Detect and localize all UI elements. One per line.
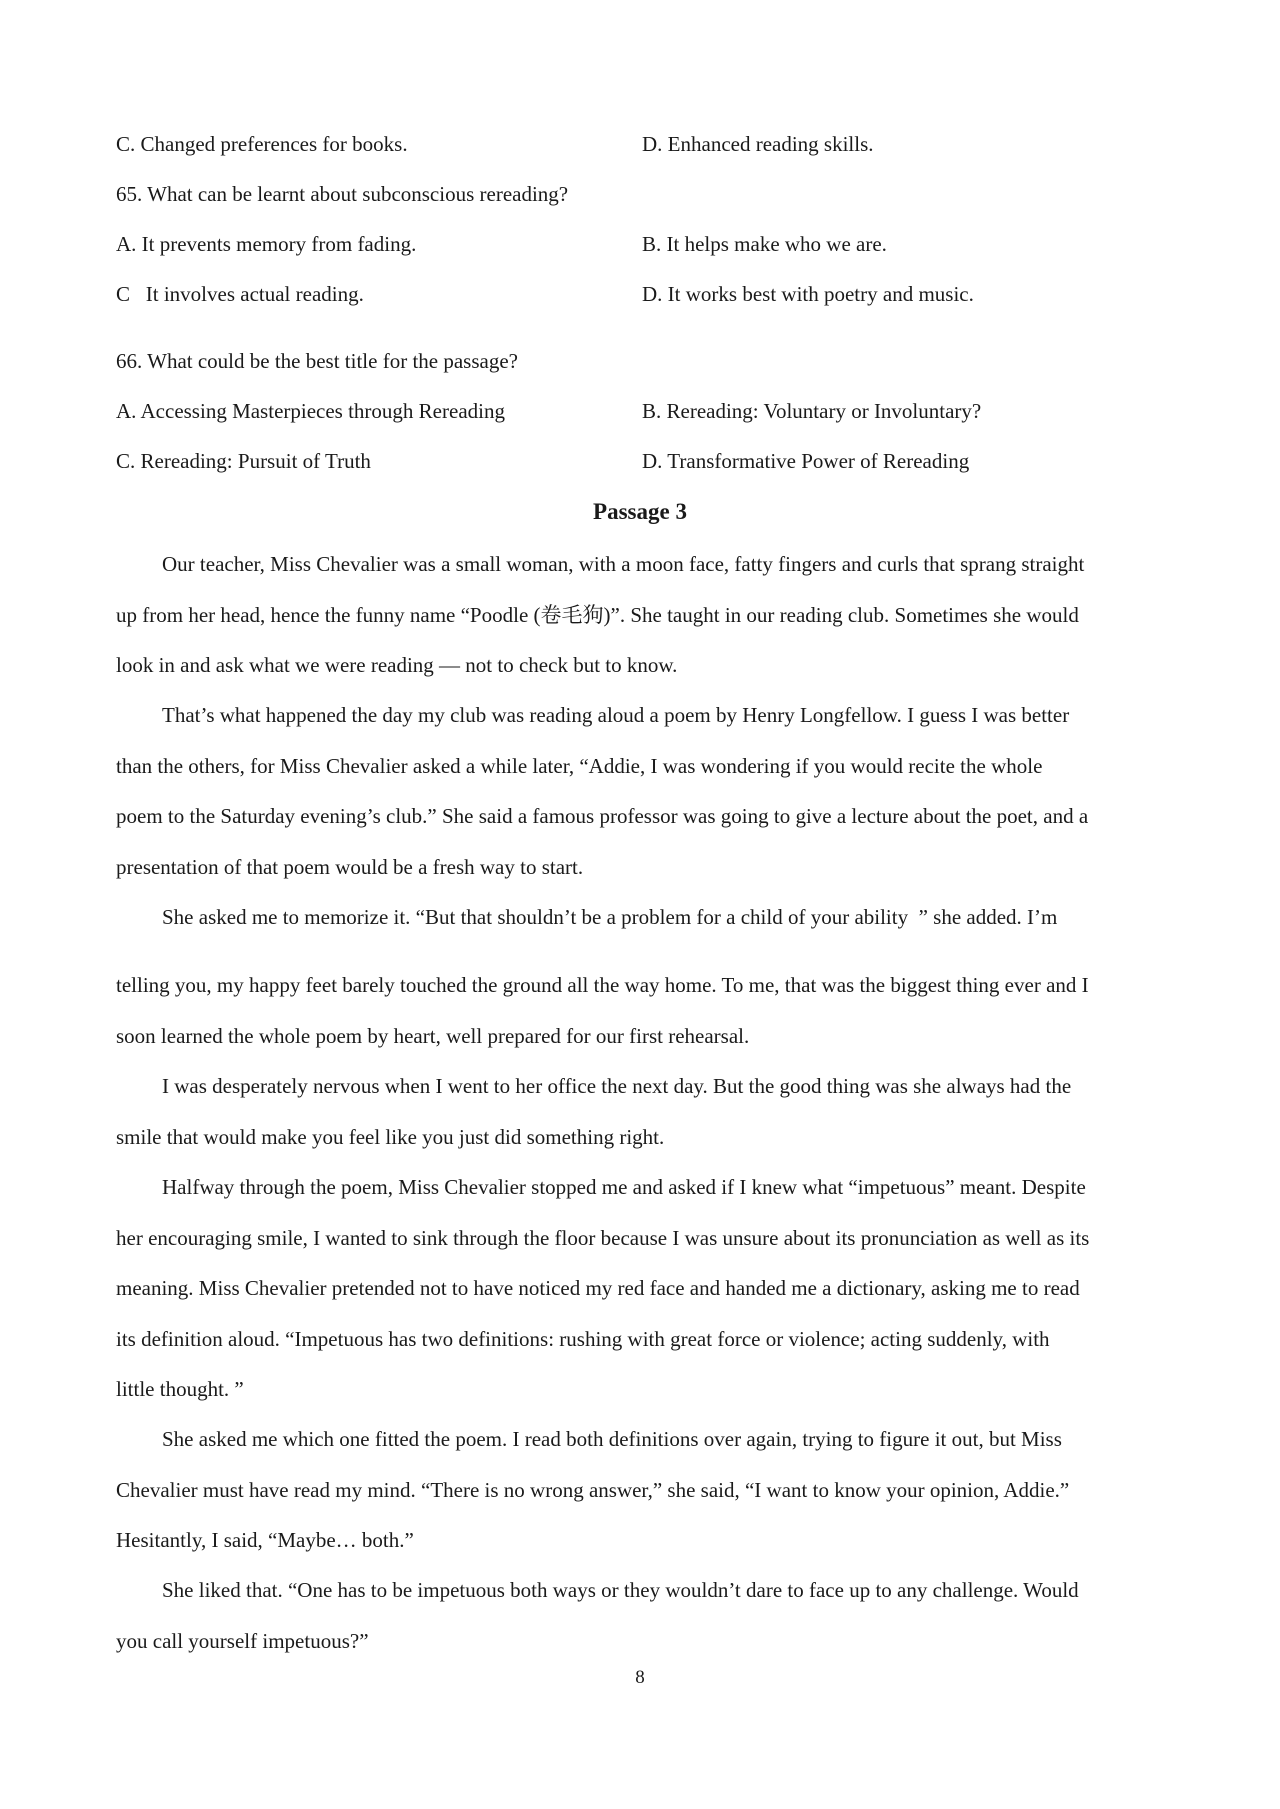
passage-line: She asked me which one fitted the poem. I read both definitions over again, trying to figure it out, but Miss [162,1427,1062,1451]
passage-line: soon learned the whole poem by heart, well prepared for our first rehearsal. [116,1023,750,1048]
passage-paragraph [116,1061,1171,1162]
passage-line: Our teacher, Miss Chevalier was a small woman, with a moon face, fatty fingers and curls that sprang straight [162,552,1085,576]
q64-options-row [116,129,1176,159]
q65-option-c: C It involves actual reading. [116,282,364,306]
passage-line: Hesitantly, I said, “Maybe… both.” [116,1528,414,1552]
q66-option-b: B. Rereading: Voluntary or Involuntary? [642,399,982,423]
passage-paragraph [116,1565,1171,1666]
passage-line: Halfway through the poem, Miss Chevalier stopped me and asked if I knew what “impetuous” meant. Despite [162,1175,1086,1199]
passage-line: little thought. ” [116,1377,244,1401]
passage-line: its definition aloud. “Impetuous has two definitions: rushing with great force or violence; acting suddenly, with [116,1326,1050,1351]
q65-option-a: A. It prevents memory from fading. [116,232,417,256]
passage-paragraph [116,892,1171,943]
q66-option-a: A. Accessing Masterpieces through Rereading [116,399,505,423]
passage-title: Passage 3 [593,499,687,524]
q65-options-row-1 [116,229,1176,259]
passage-line: look in and ask what we were reading — not to check but to know. [116,653,678,677]
passage-line: She asked me to memorize it. “But that shouldn’t be a problem for a child of your ability ” she added. I’m [162,905,1058,929]
q64-option-c: C. Changed preferences for books. [116,132,408,156]
q65-stem: 65. What can be learnt about subconscious rereading? [116,182,569,206]
q65-option-d: D. It works best with poetry and music. [642,282,974,306]
q66-stem: 66. What could be the best title for the passage? [116,349,518,373]
q65-option-b: B. It helps make who we are. [642,232,887,256]
passage-line: That’s what happened the day my club was reading aloud a poem by Henry Longfellow. I guess I was better [162,703,1070,727]
passage-paragraph [116,1414,1171,1566]
passage-paragraph [116,1162,1171,1415]
passage-line: up from her head, hence the funny name “Poodle (卷毛狗)”. She taught in our reading club. Sometimes she would [116,602,1079,627]
q65-options-row-2 [116,279,1176,309]
passage-line: meaning. Miss Chevalier pretended not to have noticed my red face and handed me a dictionary, asking me to read [116,1276,1080,1300]
passage-line: her encouraging smile, I wanted to sink through the floor because I was unsure about its pronunciation as well as its [116,1225,1090,1250]
passage-paragraph [116,539,1171,691]
q66-options-row-2 [116,446,1176,476]
q64-option-d: D. Enhanced reading skills. [642,132,874,156]
passage-line: presentation of that poem would be a fresh way to start. [116,854,584,879]
passage-paragraph [116,960,1171,1061]
passage-line: you call yourself impetuous?” [116,1628,369,1653]
passage-line: poem to the Saturday evening’s club.” She said a famous professor was going to give a lecture about the poet, and a [116,804,1089,828]
passage-paragraph [116,690,1171,892]
q66-options-row-1 [116,396,1176,426]
q66-option-d: D. Transformative Power of Rereading [642,449,970,473]
passage-line: telling you, my happy feet barely touched the ground all the way home. To me, that was the biggest thing ever and I [116,973,1089,997]
passage-line: She liked that. “One has to be impetuous both ways or they wouldn’t dare to face up to any challenge. Would [162,1578,1079,1602]
passage-line: than the others, for Miss Chevalier asked a while later, “Addie, I was wondering if you would recite the whole [116,753,1043,778]
passage-line: smile that would make you feel like you just did something right. [116,1124,665,1149]
passage-line: I was desperately nervous when I went to her office the next day. But the good thing was she always had the [162,1074,1072,1098]
page-number: 8 [635,1667,645,1688]
q66-option-c: C. Rereading: Pursuit of Truth [116,449,371,473]
passage-line: Chevalier must have read my mind. “There is no wrong answer,” she said, “I want to know your opinion, Addie.” [116,1477,1070,1502]
